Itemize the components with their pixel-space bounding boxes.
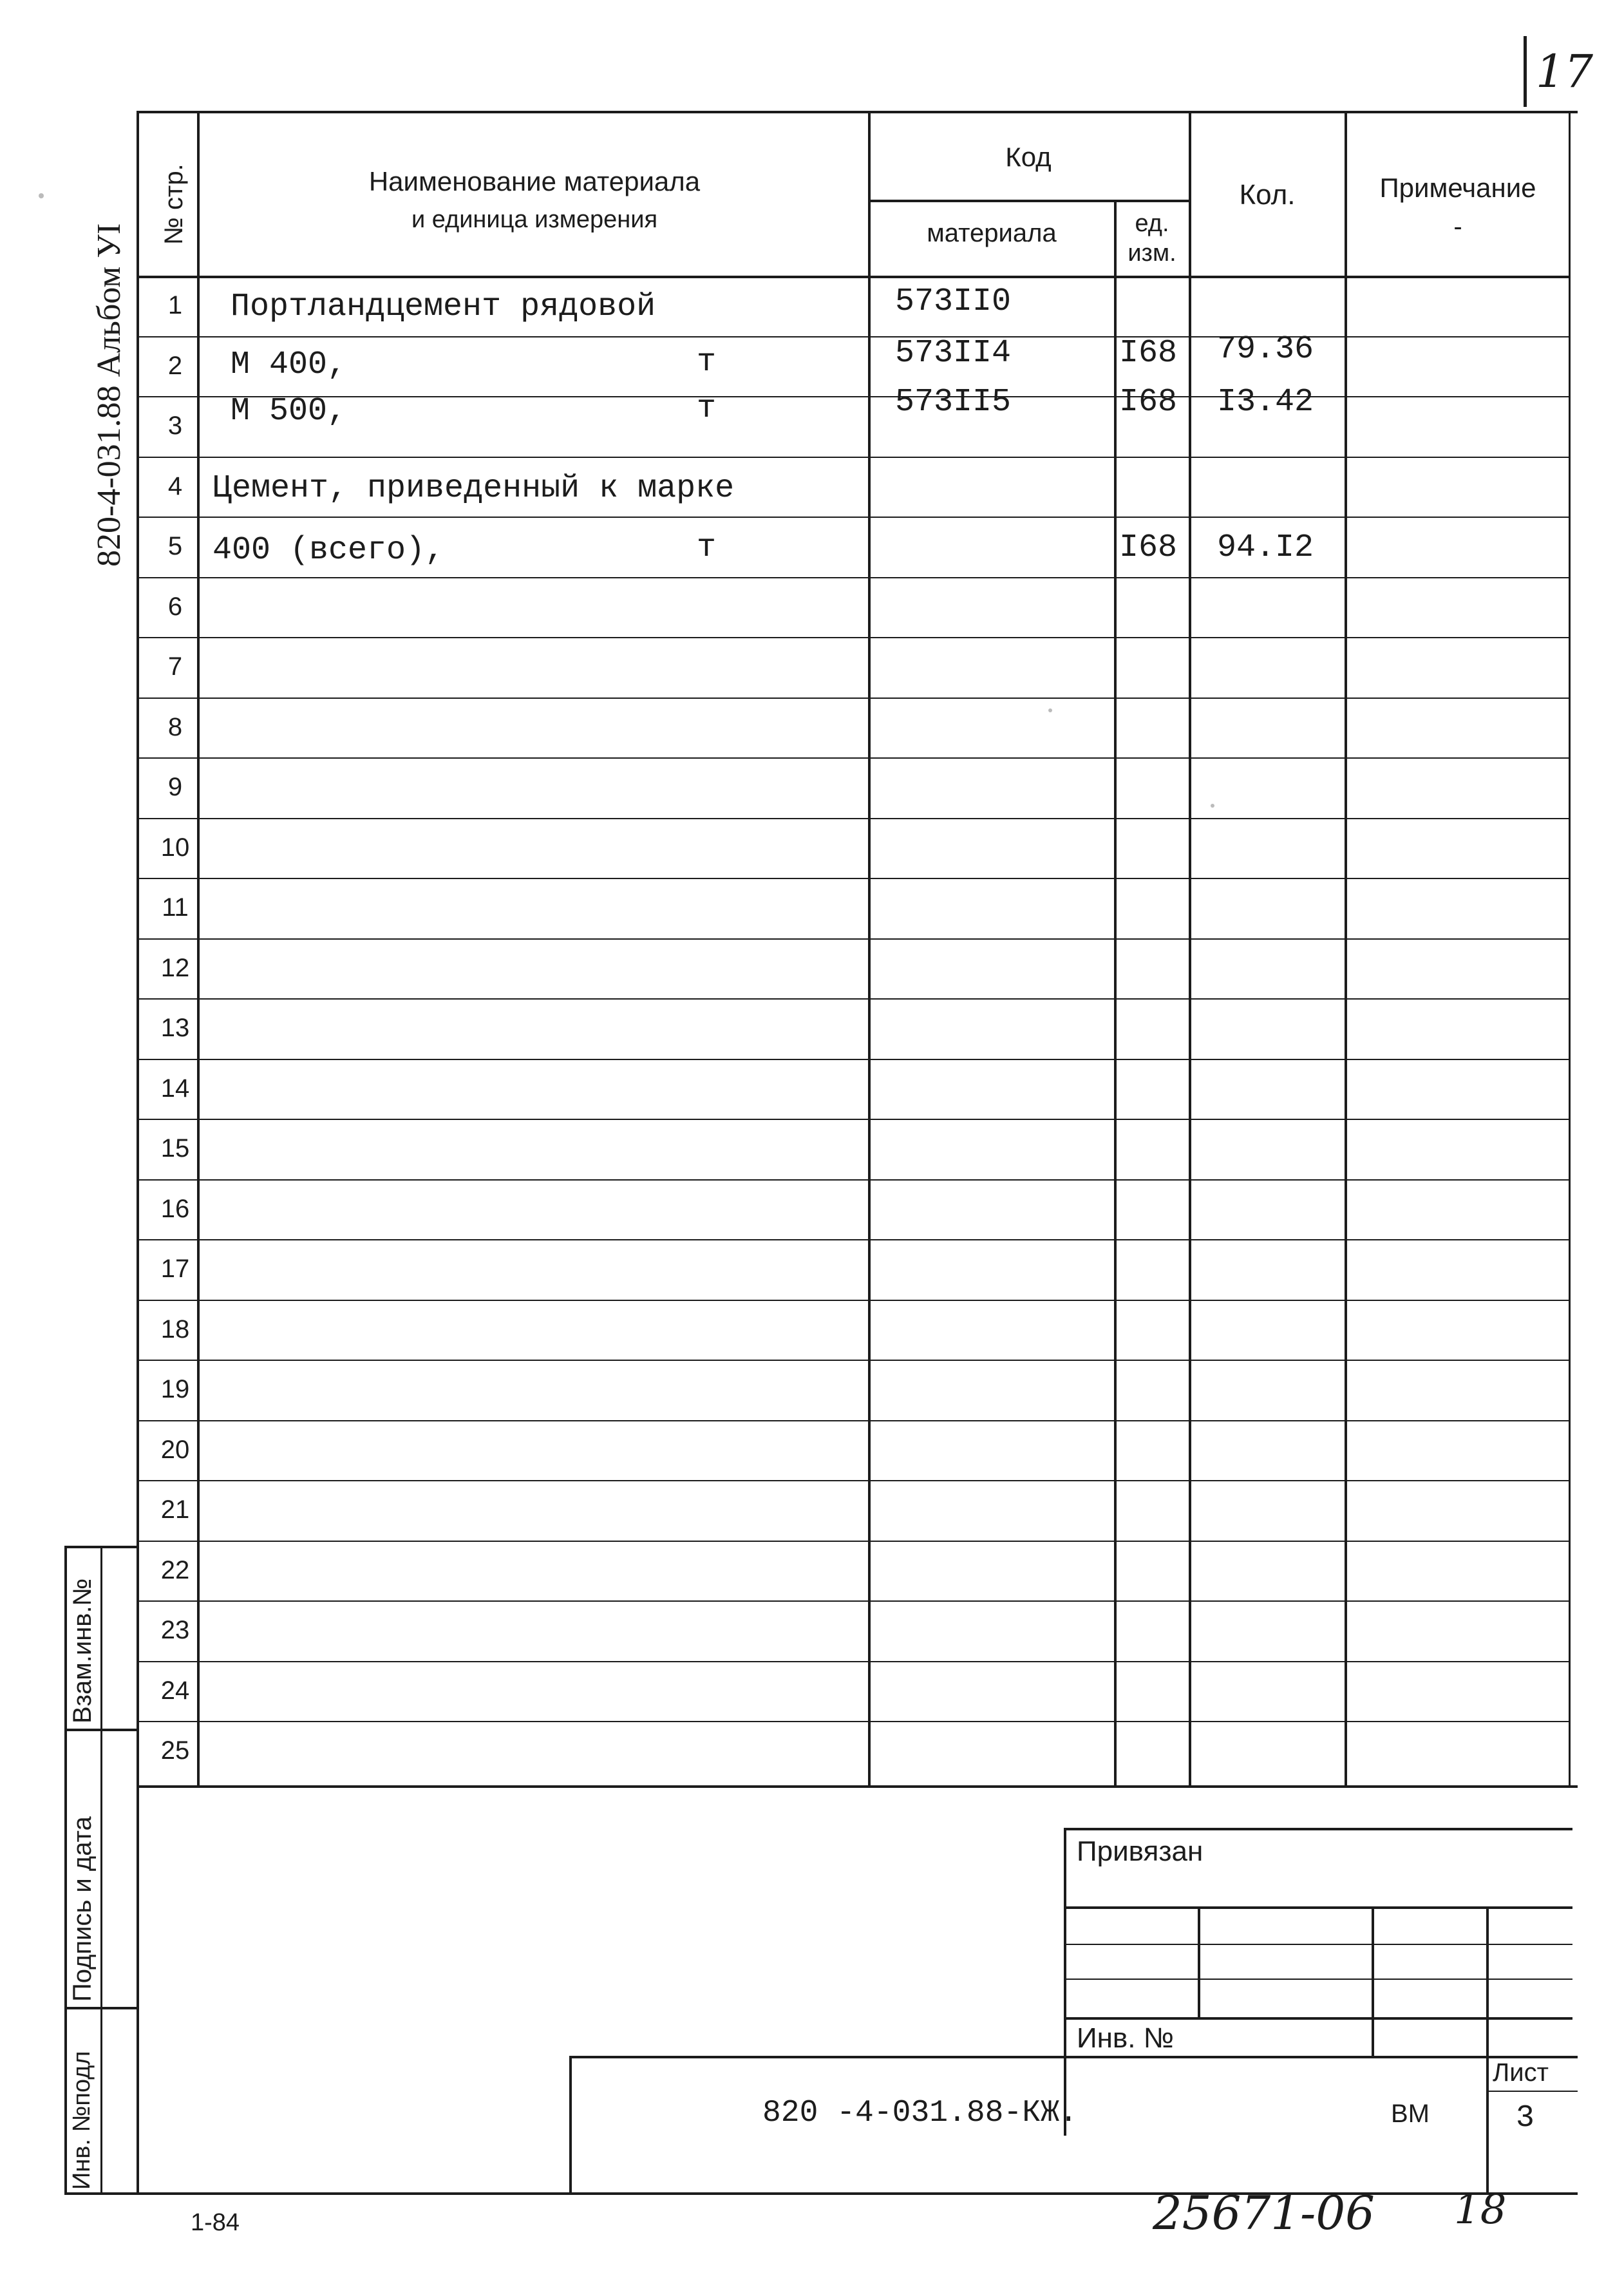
row-separator [137, 1119, 1570, 1120]
sheet-number: 3 [1516, 2101, 1534, 2136]
doc-type: ВМ [1391, 2100, 1430, 2128]
row-number: 18 [160, 1315, 190, 1343]
row-3-unit-letter: т [697, 390, 717, 427]
row-separator [137, 336, 1570, 337]
row-2-unit-letter: т [697, 344, 717, 381]
row-separator [137, 577, 1570, 578]
table-right-border [1569, 111, 1571, 1785]
stamp-top-line [64, 1546, 138, 1548]
row-separator [137, 1721, 1570, 1722]
sheet-divider [1486, 2091, 1578, 2092]
row-1-code: 573II0 [895, 283, 1012, 320]
row-separator [137, 637, 1570, 638]
inv-no-label: Инв. № [1077, 2022, 1174, 2054]
header-num-label: № стр. [160, 164, 188, 245]
row-separator [137, 1420, 1570, 1421]
row-3-name: М 500, [231, 393, 347, 430]
code-header-divider [868, 200, 1190, 202]
tb-col-3 [1486, 1906, 1489, 2192]
row-number: 17 [160, 1255, 190, 1283]
row-separator [137, 517, 1570, 518]
header-code-unit-1: ед. [1135, 210, 1169, 237]
header-qty-label: Кол. [1239, 179, 1296, 211]
row-number: 8 [167, 713, 183, 741]
header-code-unit-2: изм. [1128, 240, 1176, 267]
scan-speck [1211, 804, 1214, 808]
tb-main-top [569, 2056, 1578, 2058]
row-number: 13 [160, 1014, 190, 1042]
row-separator [137, 1600, 1570, 1602]
row-1-name: Портландцемент рядовой [231, 289, 656, 325]
row-number: 7 [167, 652, 183, 681]
row-2-unit-code: I68 [1119, 335, 1178, 372]
col-sep-unit [1189, 111, 1191, 1785]
stamp-inv-podl-label: Инв. №подл [68, 2051, 95, 2190]
table-top-border [137, 111, 1578, 113]
tb-line-2 [1064, 1944, 1572, 1945]
row-3-code: 573II5 [895, 384, 1012, 421]
row-separator [137, 1360, 1570, 1361]
row-2-name: М 400, [231, 346, 347, 383]
header-note-label: Примечание [1379, 173, 1536, 203]
row-5-unit-code: I68 [1119, 529, 1178, 566]
row-separator [137, 818, 1570, 819]
header-name-line1: Наименование материала [368, 166, 701, 196]
row-number: 14 [160, 1074, 190, 1103]
corner-page-number: 17 [1536, 45, 1594, 98]
privyazan-label: Привязан [1077, 1836, 1204, 1867]
sheet-label: Лист [1493, 2058, 1549, 2087]
stamp-mid-border [100, 1546, 102, 2195]
row-separator [137, 998, 1570, 1000]
header-bottom-border [137, 276, 1570, 278]
row-5-qty: 94.I2 [1217, 529, 1314, 566]
bottom-left-note: 1-84 [191, 2209, 240, 2236]
row-5-unit-letter: т [697, 529, 717, 566]
row-separator [137, 1239, 1570, 1240]
row-number: 15 [160, 1134, 190, 1163]
row-number: 10 [160, 833, 190, 862]
stamp-podpis-label: Подпись и дата [68, 1816, 97, 2002]
row-number: 19 [160, 1375, 190, 1403]
tb-line-3 [1064, 1979, 1572, 1980]
row-number: 25 [160, 1736, 190, 1765]
corner-mark-line [1524, 36, 1527, 107]
tb-main-left [569, 2056, 572, 2194]
side-title: 820-4-031.88 Альбом УI [91, 223, 127, 567]
doc-code: 820 -4-031.88-КЖ. [762, 2096, 1078, 2131]
tb-top-border [1064, 1828, 1572, 1830]
header-name-line2: и единица измерения [411, 206, 658, 233]
row-separator [137, 938, 1570, 940]
row-separator [137, 698, 1570, 699]
table-left-border [137, 111, 139, 2195]
row-number: 23 [160, 1616, 190, 1644]
col-sep-code [1114, 200, 1117, 1785]
row-separator [137, 396, 1570, 397]
row-number: 5 [167, 532, 183, 560]
row-number: 22 [160, 1556, 190, 1584]
stamp-line-3 [64, 2007, 138, 2009]
stamp-left-border [64, 1546, 67, 2195]
row-number: 24 [160, 1676, 190, 1705]
row-number: 9 [167, 773, 183, 801]
row-separator [137, 1179, 1570, 1181]
header-code-material: материала [927, 219, 1057, 247]
row-4-name: Цемент, приведенный к марке [212, 470, 735, 507]
row-number: 11 [162, 893, 189, 922]
stamp-vzam-label: Взам.инв.№ [68, 1578, 97, 1723]
row-number: 6 [167, 593, 183, 621]
row-number: 21 [160, 1495, 190, 1524]
tb-col-2 [1372, 1906, 1374, 2058]
stamp-line-2 [64, 1729, 138, 1731]
row-number: 12 [160, 954, 190, 982]
row-separator [137, 1480, 1570, 1481]
table-bottom-border [137, 1785, 1578, 1788]
row-5-name: 400 (всего), [212, 532, 445, 569]
scan-speck [1048, 708, 1052, 712]
row-2-code: 573II4 [895, 335, 1012, 372]
row-number: 20 [160, 1436, 190, 1464]
row-separator [137, 878, 1570, 879]
scan-speck [39, 193, 44, 198]
row-separator [137, 1661, 1570, 1662]
row-number: 4 [167, 472, 183, 500]
tb-col-1 [1198, 1906, 1200, 2020]
row-number: 2 [167, 352, 183, 380]
tb-line-4 [1064, 2017, 1572, 2020]
row-number: 16 [160, 1195, 190, 1223]
row-number: 3 [167, 412, 183, 440]
tb-left-border [1064, 1828, 1066, 2136]
header-note-dash: - [1453, 213, 1462, 241]
col-sep-qty [1345, 111, 1347, 1785]
row-number: 1 [167, 291, 183, 319]
row-separator [137, 1059, 1570, 1060]
header-code-label: Код [1005, 142, 1052, 172]
handwritten-number: 25671-06 [1153, 2186, 1375, 2240]
col-sep-name [868, 111, 871, 1785]
row-separator [137, 1300, 1570, 1301]
row-2-qty: 79.36 [1217, 331, 1314, 368]
row-separator [137, 457, 1570, 458]
row-separator [137, 757, 1570, 759]
row-3-qty: I3.42 [1217, 384, 1314, 421]
stamp-bottom-line [64, 2192, 138, 2195]
handwritten-page: 18 [1454, 2186, 1507, 2234]
tb-line-1 [1064, 1906, 1572, 1909]
row-3-unit-code: I68 [1119, 384, 1178, 421]
row-separator [137, 1541, 1570, 1542]
